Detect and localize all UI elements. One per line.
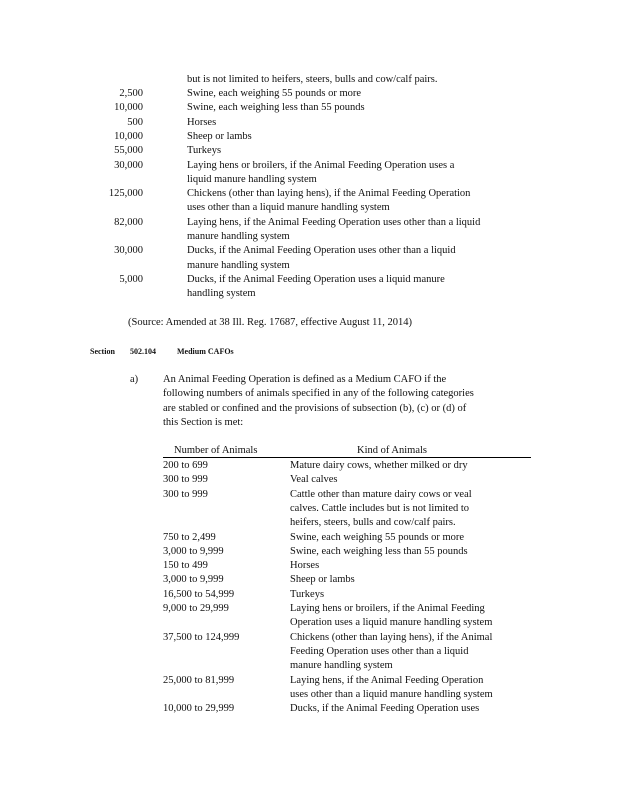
table-kind-cell: Laying hens or broilers, if the Animal Feeding: [290, 603, 485, 614]
section-title: Medium CAFOs: [177, 347, 234, 356]
table-range-cell: 300 to 999: [163, 488, 208, 500]
source-note: (Source: Amended at 38 Ill. Reg. 17687, effective August 11, 2014): [128, 317, 413, 328]
table-range-cell: 9,000 to 29,999: [163, 603, 229, 614]
table-range-cell: 3,000 to 9,999: [163, 574, 224, 586]
animal-kind-text: manure handling system: [187, 231, 290, 242]
table-range-cell: 37,500 to 124,999: [163, 631, 240, 643]
animal-kind-text: Ducks, if the Animal Feeding Operation uses other than a liquid: [187, 245, 456, 257]
table-range-cell: 16,500 to 54,999: [163, 588, 235, 600]
animal-kind-text: Laying hens or broilers, if the Animal Feeding Operation uses a: [187, 159, 455, 171]
paragraph-marker: a): [130, 374, 139, 385]
continuation-text: but is not limited to heifers, steers, bulls and cow/calf pairs.: [187, 74, 438, 85]
animal-count: 2,500: [119, 88, 143, 99]
animal-kind-text: Sheep or lambs: [187, 130, 252, 142]
table-range-cell: 300 to 999: [163, 474, 208, 486]
table-kind-cell: heifers, steers, bulls and cow/calf pairs.: [290, 517, 456, 529]
animal-kind-text: Laying hens, if the Animal Feeding Operation uses other than a liquid: [187, 216, 481, 228]
animal-count: 30,000: [114, 159, 143, 171]
animal-kind-text: Chickens (other than laying hens), if the Animal Feeding Operation: [187, 188, 471, 200]
paragraph-line: are stabled or confined and the provisions of subsection (b), (c) or (d) of: [163, 402, 467, 414]
animal-kind-text: Horses: [187, 116, 217, 128]
paragraph-line: this Section is met:: [163, 416, 244, 428]
table-header-number: Number of Animals: [174, 445, 258, 456]
animal-kind-text: Swine, each weighing 55 pounds or more: [187, 88, 362, 99]
table-kind-cell: calves. Cattle includes but is not limited to: [290, 502, 470, 514]
table-kind-cell: Sheep or lambs: [290, 574, 355, 586]
animal-kind-text: uses other than a liquid manure handling system: [187, 202, 390, 214]
table-range-cell: 10,000 to 29,999: [163, 703, 235, 715]
section-label: Section: [90, 347, 115, 356]
table-kind-cell: manure handling system: [290, 660, 393, 672]
animal-count: 500: [127, 116, 143, 128]
table-kind-cell: Feeding Operation uses other than a liquid: [290, 645, 469, 657]
animal-count: 55,000: [114, 145, 143, 157]
animal-kind-text: Swine, each weighing less than 55 pounds: [187, 102, 365, 114]
animal-count: 125,000: [108, 188, 143, 200]
table-range-cell: 25,000 to 81,999: [163, 674, 235, 686]
table-kind-cell: Swine, each weighing less than 55 pounds: [290, 545, 468, 557]
animal-kind-text: Turkeys: [187, 145, 222, 157]
table-kind-cell: Cattle other than mature dairy cows or veal: [290, 488, 472, 500]
table-kind-cell: Chickens (other than laying hens), if the Animal: [290, 631, 493, 643]
animal-count: 5,000: [119, 273, 143, 285]
table-kind-cell: Swine, each weighing 55 pounds or more: [290, 531, 465, 543]
table-kind-cell: Horses: [290, 560, 320, 572]
animal-count: 10,000: [114, 130, 143, 142]
paragraph-line: An Animal Feeding Operation is defined as a Medium CAFO if the: [163, 374, 447, 385]
table-range-cell: 3,000 to 9,999: [163, 545, 224, 557]
table-header-kind: Kind of Animals: [357, 445, 427, 456]
table-range-cell: 200 to 699: [163, 460, 208, 471]
animal-kind-text: liquid manure handling system: [187, 173, 317, 185]
table-kind-cell: uses other than a liquid manure handling system: [290, 688, 493, 700]
table-range-cell: 150 to 499: [163, 560, 208, 572]
table-kind-cell: Mature dairy cows, whether milked or dry: [290, 460, 468, 471]
table-range-cell: 750 to 2,499: [163, 531, 216, 543]
table-kind-cell: Operation uses a liquid manure handling system: [290, 617, 493, 629]
animal-count: 82,000: [114, 216, 143, 228]
animal-kind-text: manure handling system: [187, 259, 290, 271]
animal-kind-text: handling system: [187, 288, 256, 300]
paragraph-line: following numbers of animals specified in any of the following categories: [163, 388, 474, 400]
animal-count: 10,000: [114, 102, 143, 114]
table-kind-cell: Turkeys: [290, 588, 325, 600]
table-kind-cell: Veal calves: [290, 474, 338, 486]
animal-count: 30,000: [114, 245, 143, 257]
table-kind-cell: Ducks, if the Animal Feeding Operation uses: [290, 703, 480, 715]
table-header-rule: [163, 457, 531, 458]
animal-kind-text: Ducks, if the Animal Feeding Operation uses a liquid manure: [187, 273, 445, 285]
section-number: 502.104: [130, 347, 156, 356]
table-kind-cell: Laying hens, if the Animal Feeding Operation: [290, 674, 484, 686]
